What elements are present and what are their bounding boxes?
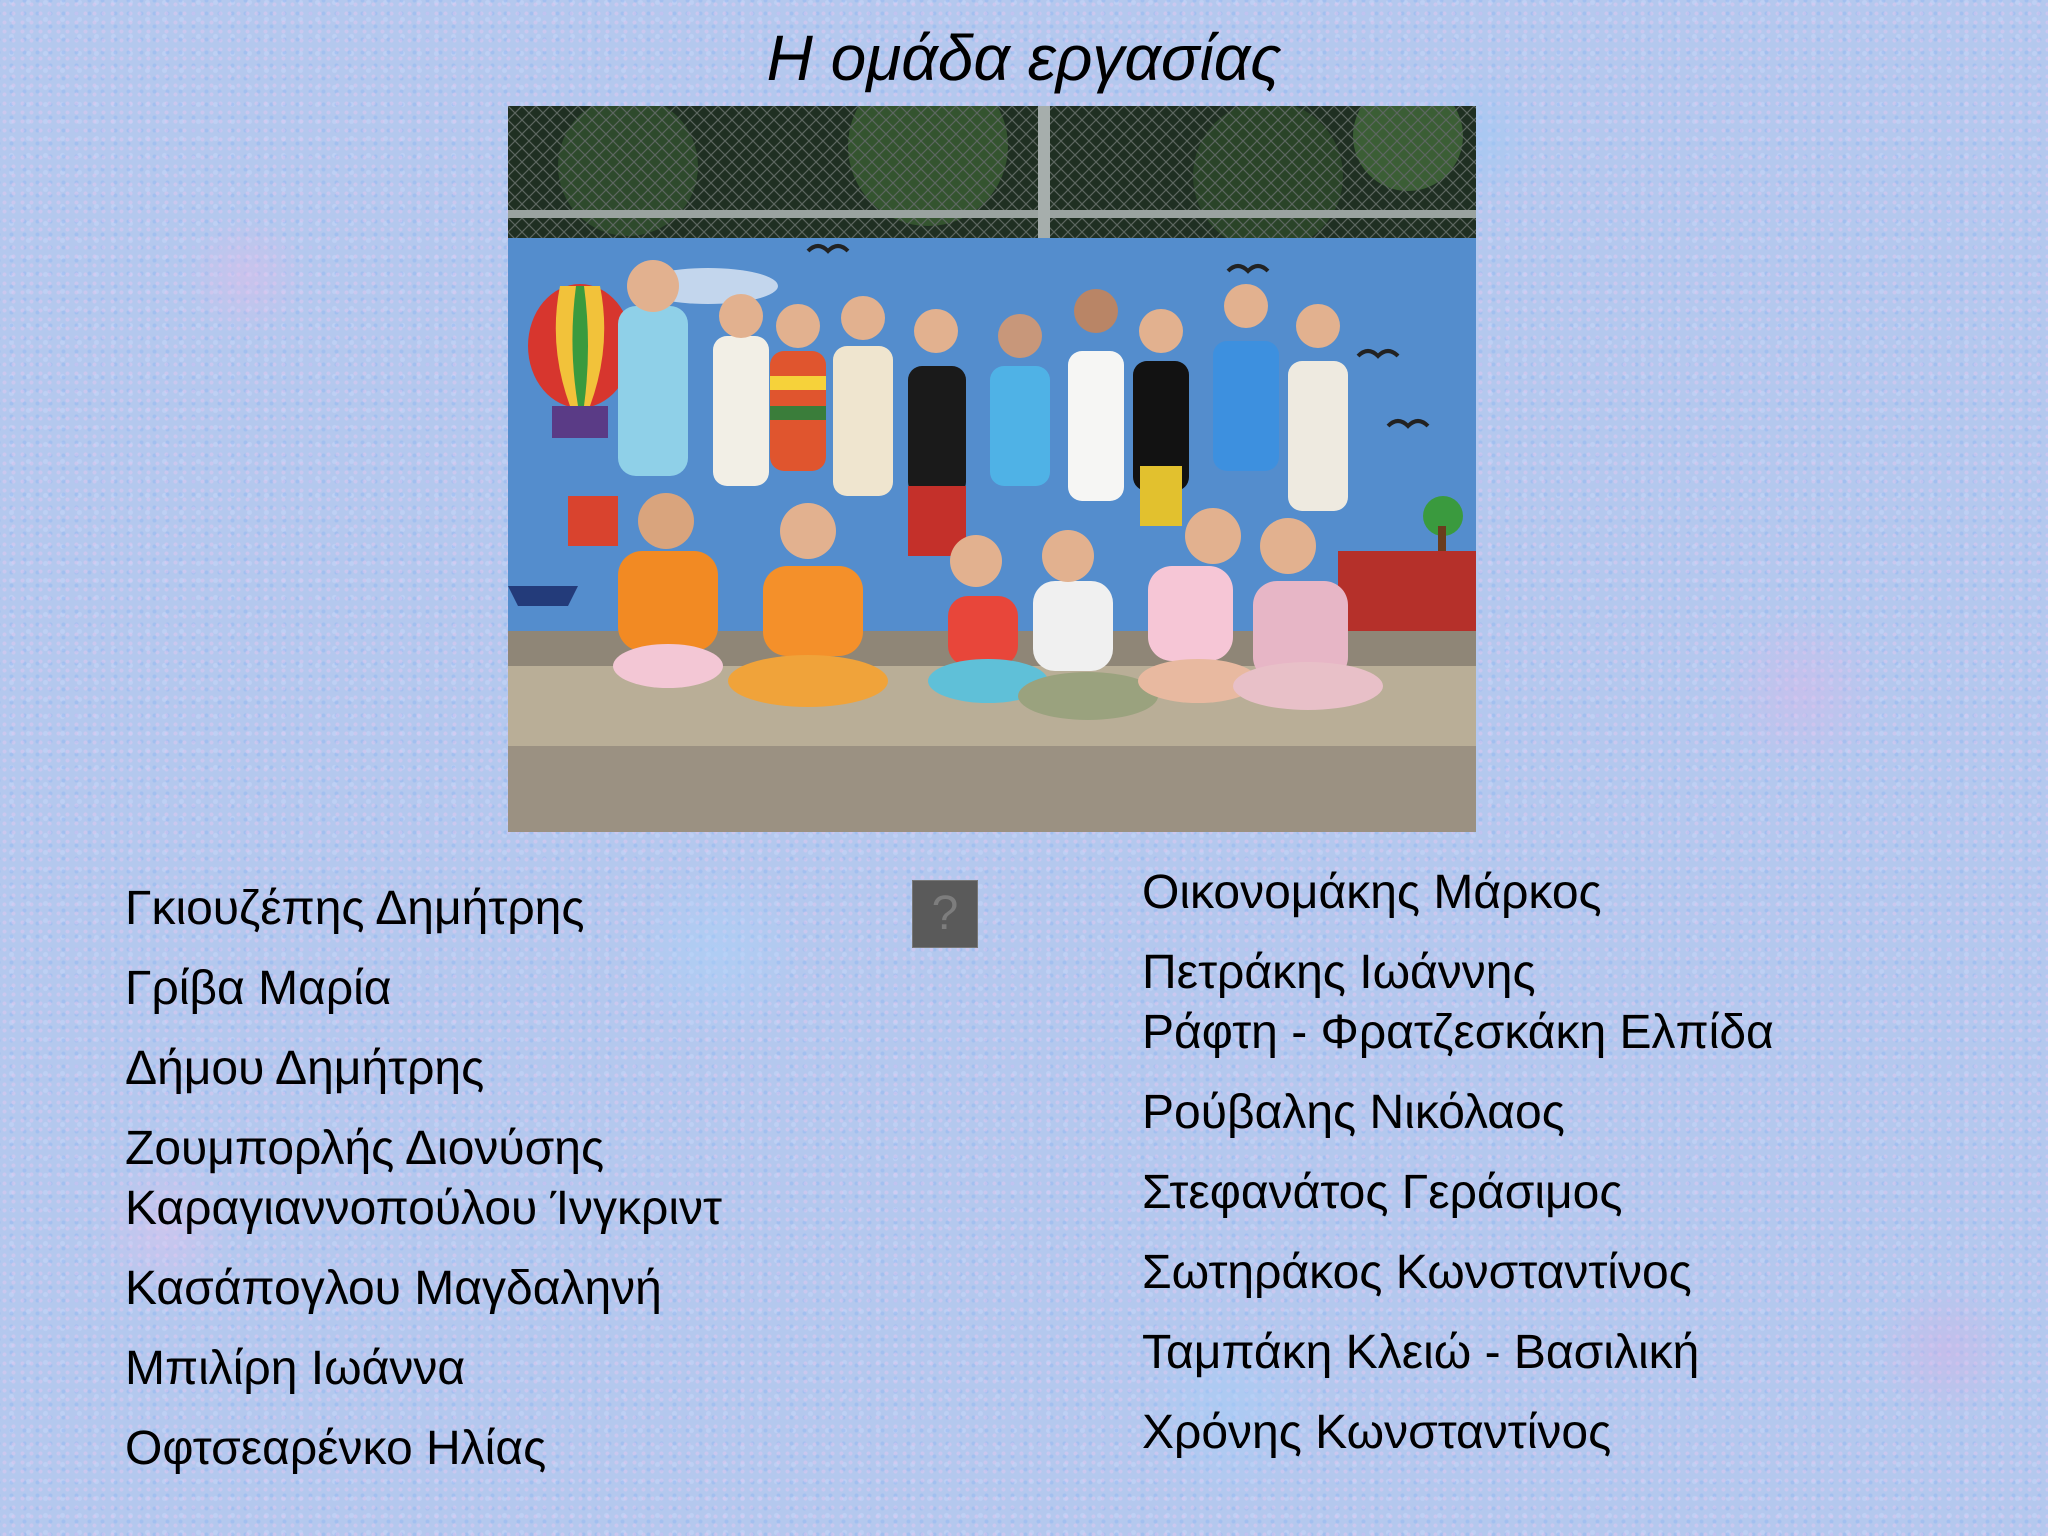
list-item: Σωτηράκος Κωνσταντίνος (1142, 1246, 1692, 1299)
list-item: Κασάπογλου Μαγδαληνή (125, 1262, 662, 1315)
list-item: Μπιλίρη Ιωάννα (125, 1342, 466, 1395)
list-item: Ράφτη - Φρατζεσκάκη Ελπίδα (1142, 1006, 1774, 1059)
group-photo (508, 106, 1476, 832)
list-item: Ρούβαλης Νικόλαος (1142, 1086, 1565, 1139)
list-item: Δήμου Δημήτρης (125, 1042, 485, 1095)
names-list-right (1142, 864, 1774, 1462)
list-item: Οφτσεαρένκο Ηλίας (125, 1422, 547, 1475)
list-item: Χρόνης Κωνσταντίνος (1142, 1406, 1612, 1459)
list-item: Πετράκης Ιωάννης (1142, 946, 1536, 999)
list-item: Ταμπάκη Κλειώ - Βασιλική (1142, 1326, 1700, 1379)
list-item: Γρίβα Μαρία (125, 962, 392, 1015)
list-item: Στεφανάτος Γεράσιμος (1142, 1166, 1623, 1219)
missing-image-icon: ? (912, 880, 978, 948)
list-item: Οικονομάκης Μάρκος (1142, 866, 1602, 919)
slide-title: Η ομάδα εργασίας (766, 22, 1282, 94)
list-item: Καραγιαννοπούλου Ίνγκριντ (125, 1182, 722, 1235)
list-item: Ζουμπορλής Διονύσης (125, 1122, 605, 1175)
names-list-left (125, 880, 722, 1478)
list-item: Γκιουζέπης Δημήτρης (125, 882, 585, 935)
